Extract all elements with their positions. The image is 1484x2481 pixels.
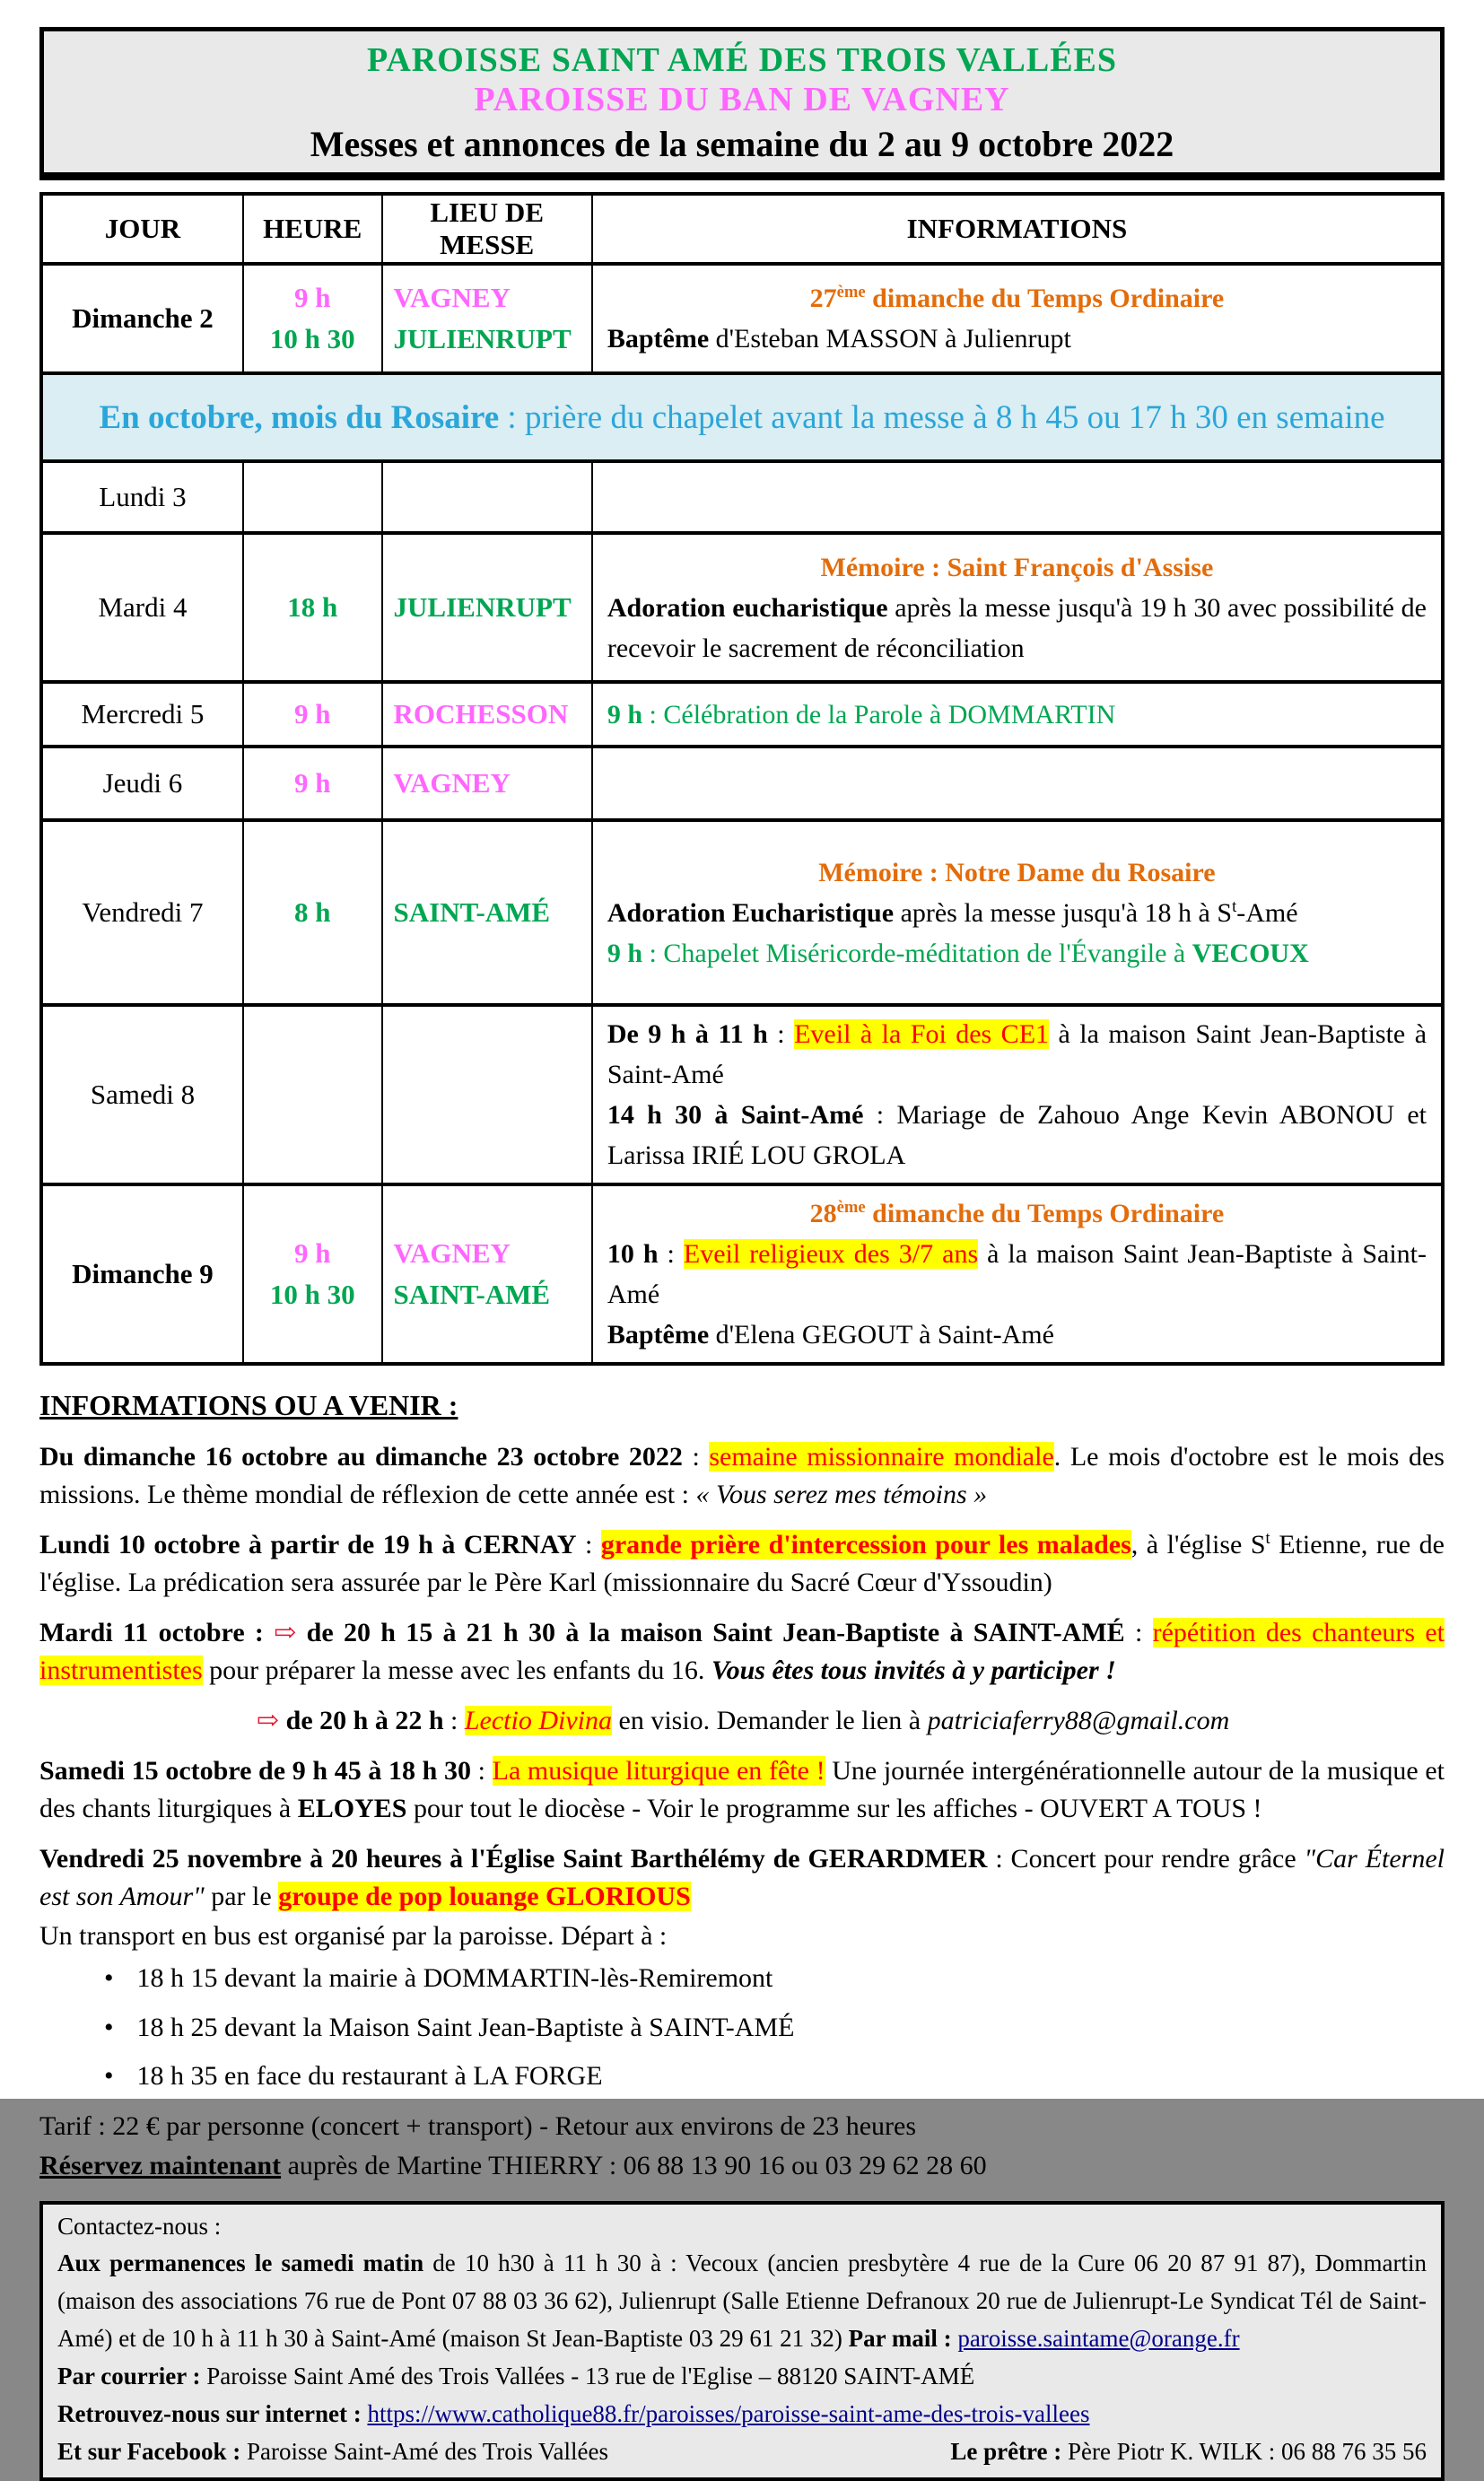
text-segment: ELOYES	[298, 1794, 407, 1823]
text-segment: Par courrier :	[57, 2363, 200, 2389]
bullet-icon: •	[104, 1961, 114, 1997]
text-segment: Père Piotr K. WILK : 06 88 76 35 56	[1061, 2438, 1427, 2465]
text-segment: de 20 h à 22 h	[286, 1706, 444, 1735]
text-segment: Paroisse Saint-Amé des Trois Vallées	[240, 2438, 608, 2465]
contact-box	[39, 2201, 1445, 2481]
text-segment: Eveil religieux des 3/7 ans	[684, 1239, 978, 1269]
text-segment: auprès de Martine THIERRY : 06 88 13 90 16 ou 03 29 62 28 60	[281, 2151, 987, 2180]
text-segment: 27	[810, 284, 837, 313]
bullet-text: 18 h 15 devant la mairie à DOMMARTIN-lès-Remiremont	[137, 1961, 773, 1997]
text-segment: -Amé	[1236, 898, 1297, 928]
contact-priest	[950, 2433, 1427, 2471]
text-segment: :	[471, 1756, 493, 1786]
text-segment: Adoration Eucharistique	[607, 898, 894, 928]
info-line	[607, 1095, 1427, 1175]
text-segment: Baptême	[607, 1320, 709, 1350]
text-segment: 14 h 30 à Saint-Amé	[607, 1100, 864, 1130]
place-cell: JULIENRUPT	[382, 533, 592, 682]
paragraph-tarif	[39, 2108, 1445, 2145]
text-segment: pour tout le diocèse - Voir le programme sur les affiches - OUVERT A TOUS !	[406, 1794, 1261, 1823]
table-header-row	[41, 194, 1443, 264]
table-row-jeudi-6	[41, 747, 1443, 820]
rosary-banner-text	[52, 398, 1432, 437]
time-1: 9 h	[245, 1233, 380, 1275]
bullet-icon: •	[104, 2010, 114, 2047]
paragraph-cernay	[39, 1526, 1445, 1602]
info-line	[607, 1234, 1427, 1315]
contact-facebook	[57, 2433, 608, 2471]
contact-courrier	[57, 2358, 1427, 2396]
time-cell: 9 h	[243, 682, 382, 747]
text-segment: ⇨	[257, 1706, 286, 1735]
text-segment: ème	[837, 283, 866, 301]
parish-title-1: PAROISSE SAINT AMÉ DES TROIS VALLÉES	[51, 40, 1433, 80]
text-segment: semaine missionnaire mondiale	[709, 1442, 1053, 1472]
day-cell: Mardi 4	[41, 533, 243, 682]
info-cell	[592, 747, 1443, 820]
day-cell: Vendredi 7	[41, 820, 243, 1005]
week-subtitle: Messes et annonces de la semaine du 2 au 9 octobre 2022	[51, 123, 1433, 165]
text-segment: par le	[205, 1882, 278, 1911]
column-header-jour: JOUR	[41, 194, 243, 264]
info-cell	[592, 461, 1443, 533]
info-section-heading: INFORMATIONS OU A VENIR :	[39, 1389, 1445, 1422]
info-line	[607, 1315, 1427, 1355]
text-segment: :	[659, 1239, 684, 1269]
table-row-mercredi-5	[41, 682, 1443, 747]
bus-departures-list	[104, 1961, 1445, 2095]
text-segment: Baptême	[607, 324, 709, 354]
info-cell	[592, 264, 1443, 373]
parish-title-2: PAROISSE DU BAN DE VAGNEY	[51, 80, 1433, 119]
email-link[interactable]: paroisse.saintame@orange.fr	[957, 2325, 1239, 2352]
text-segment: répétition des chanteurs et instrumentistes	[39, 1618, 1445, 1685]
time-cell: 9 h	[243, 747, 382, 820]
text-segment: t	[1266, 1529, 1270, 1548]
text-segment: après la messe jusqu'à 18 h à S	[894, 898, 1232, 928]
time-1: 9 h	[245, 277, 380, 319]
table-row-lundi-3	[41, 461, 1443, 533]
text-segment: La musique liturgique en fête !	[493, 1756, 825, 1786]
info-line	[607, 695, 1427, 735]
column-header-heure: HEURE	[243, 194, 382, 264]
place-2: SAINT-AMÉ	[394, 1274, 590, 1316]
text-segment: Eveil à la Foi des CE1	[794, 1019, 1049, 1049]
list-item	[104, 2058, 1445, 2095]
text-segment: Par mail :	[849, 2325, 952, 2352]
text-segment: :	[444, 1706, 465, 1735]
info-line	[607, 278, 1427, 319]
place-1: VAGNEY	[394, 277, 590, 319]
table-row-vendredi-7	[41, 820, 1443, 1005]
text-segment: Lundi 10 octobre à partir de 19 h à CERNAY	[39, 1530, 576, 1559]
text-segment: en visio. Demander le lien à	[612, 1706, 928, 1735]
text-segment: Mardi 11 octobre :	[39, 1618, 274, 1647]
time-2: 10 h 30	[245, 319, 380, 361]
text-segment: groupe de pop louange GLORIOUS	[278, 1882, 691, 1911]
text-segment: :	[768, 1019, 794, 1049]
paragraph-reservation	[39, 2147, 1445, 2185]
bullet-icon: •	[104, 2058, 114, 2095]
text-segment: Le prêtre :	[950, 2438, 1061, 2465]
day-cell: Dimanche 9	[41, 1184, 243, 1364]
day-cell: Lundi 3	[41, 461, 243, 533]
time-cell: 8 h	[243, 820, 382, 1005]
mass-schedule-table	[39, 192, 1445, 1366]
text-segment: : Chapelet Miséricorde-méditation de l'Évangile à	[642, 939, 1192, 968]
website-link[interactable]: https://www.catholique88.fr/paroisses/paroisse-saint-ame-des-trois-vallees	[367, 2400, 1089, 2427]
time-cell	[243, 1184, 382, 1364]
contact-permanences	[57, 2245, 1427, 2358]
contact-internet	[57, 2396, 1427, 2433]
text-segment: 9 h	[607, 700, 642, 729]
text-segment: :	[576, 1530, 600, 1559]
place-cell	[382, 1005, 592, 1184]
text-segment: Paroisse Saint Amé des Trois Vallées - 13 rue de l'Eglise – 88120 SAINT-AMÉ	[200, 2363, 974, 2389]
contact-title: Contactez-nous :	[57, 2208, 1427, 2246]
paragraph-lectio-divina	[257, 1702, 1445, 1740]
text-segment: Tarif : 22 € par personne (concert + transport) - Retour aux environs de 23 heures	[39, 2111, 916, 2141]
text-segment: , à l'église S	[1131, 1530, 1266, 1559]
info-line	[607, 319, 1427, 359]
info-cell	[592, 533, 1443, 682]
info-line	[607, 852, 1427, 893]
text-segment: t	[1232, 897, 1236, 916]
info-cell	[592, 1184, 1443, 1364]
place-cell: VAGNEY	[382, 747, 592, 820]
text-segment: dimanche du Temps Ordinaire	[866, 1199, 1225, 1228]
text-segment: de 20 h 15 à 21 h 30 à la maison Saint Jean-Baptiste à SAINT-AMÉ	[307, 1618, 1125, 1647]
text-segment: : prière du chapelet avant la messe à 8 h 45 ou 17 h 30 en semaine	[499, 399, 1384, 436]
text-segment: VECOUX	[1192, 939, 1309, 968]
info-line	[607, 588, 1427, 668]
text-segment: . Le mois d'octobre est le mois des missions. Le thème mondial de réflexion de cette année est :	[39, 1442, 1445, 1509]
list-item	[104, 2010, 1445, 2047]
paragraph-concert-glorious	[39, 1840, 1445, 1916]
place-cell	[382, 1184, 592, 1364]
text-segment: : Concert pour rendre grâce	[987, 1844, 1304, 1874]
text-segment: ⇨	[274, 1618, 306, 1647]
place-cell	[382, 461, 592, 533]
text-segment: 9 h	[607, 939, 642, 968]
time-cell	[243, 1005, 382, 1184]
place-cell	[382, 264, 592, 373]
text-segment: dimanche du Temps Ordinaire	[866, 284, 1225, 313]
text-segment: d'Esteban MASSON à Julienrupt	[709, 324, 1071, 354]
list-item	[104, 1961, 1445, 1997]
text-segment: Vendredi 25 novembre à 20 heures à l'Église Saint Barthélémy de GERARDMER	[39, 1844, 987, 1874]
bullet-text: 18 h 35 en face du restaurant à LA FORGE	[137, 2058, 603, 2095]
text-segment: « Vous serez mes témoins »	[695, 1480, 987, 1509]
info-line	[607, 933, 1427, 974]
day-cell: Samedi 8	[41, 1005, 243, 1184]
text-segment: Adoration eucharistique	[607, 593, 888, 623]
time-2: 10 h 30	[245, 1274, 380, 1316]
text-segment: Une journée intergénérationnelle autour de la musique et des chants liturgiques à	[39, 1756, 1445, 1823]
info-cell	[592, 1005, 1443, 1184]
place-cell: ROCHESSON	[382, 682, 592, 747]
text-segment: "Car Éternel est son Amour"	[39, 1844, 1445, 1911]
day-cell: Dimanche 2	[41, 264, 243, 373]
time-cell	[243, 264, 382, 373]
info-cell	[592, 820, 1443, 1005]
text-segment: pour préparer la messe avec les enfants du 16.	[203, 1655, 711, 1685]
info-line	[607, 547, 1427, 588]
text-segment: 28	[810, 1199, 837, 1228]
text-segment: Mémoire : Saint François d'Assise	[821, 553, 1214, 582]
table-row-mardi-4	[41, 533, 1443, 682]
text-segment: Lectio Divina	[465, 1706, 612, 1735]
text-segment: Retrouvez-nous sur internet :	[57, 2400, 362, 2427]
text-segment: à la maison Saint Jean-Baptiste à Saint-Amé	[607, 1019, 1427, 1089]
place-2: JULIENRUPT	[394, 319, 590, 361]
time-cell: 18 h	[243, 533, 382, 682]
text-segment: :	[1125, 1618, 1153, 1647]
text-segment: à la maison Saint Jean-Baptiste à Saint-Amé	[607, 1239, 1427, 1309]
place-cell: SAINT-AMÉ	[382, 820, 592, 1005]
text-segment: Aux permanences le samedi matin	[57, 2249, 423, 2276]
text-segment: Samedi 15 octobre de 9 h 45 à 18 h 30	[39, 1756, 471, 1786]
text-segment: de 10 h30 à 11 h 30 à : Vecoux (ancien presbytère 4 rue de la Cure 06 20 87 91 87), Dommartin (maison des associations 76 rue de Pont 07 88 03 36 62), Julienrupt (Salle Etienne Defranoux 20 rue de Julienrupt-Le Syndicat Tél de Saint-Amé) et de 10 h à 11 h 30 à Saint-Amé (maison St Jean-Baptiste 03 29 61 21 32)	[57, 2249, 1427, 2352]
text-segment: Réservez maintenant	[39, 2151, 281, 2180]
text-segment: ème	[837, 1198, 866, 1217]
place-1: VAGNEY	[394, 1233, 590, 1275]
bullet-text: 18 h 25 devant la Maison Saint Jean-Baptiste à SAINT-AMÉ	[137, 2010, 795, 2047]
paragraph-transport	[39, 1918, 1445, 1955]
info-line	[607, 1014, 1427, 1095]
info-cell	[592, 682, 1443, 747]
paragraph-semaine-missionnaire	[39, 1438, 1445, 1514]
header-box	[39, 27, 1445, 180]
text-segment: :	[683, 1442, 710, 1472]
text-segment: patriciaferry88@gmail.com	[928, 1706, 1230, 1735]
text-segment: De 9 h à 11 h	[607, 1019, 768, 1049]
contact-last-row	[57, 2433, 1427, 2471]
text-segment: : Mariage de Zahouo Ange Kevin ABONOU et Larissa IRIÉ LOU GROLA	[607, 1100, 1427, 1170]
info-line	[607, 1193, 1427, 1234]
table-row-dimanche-2	[41, 264, 1443, 373]
day-cell: Jeudi 6	[41, 747, 243, 820]
column-header-informations: INFORMATIONS	[592, 194, 1443, 264]
text-segment: Mémoire : Notre Dame du Rosaire	[818, 858, 1215, 887]
text-segment: : Célébration de la Parole à DOMMARTIN	[642, 700, 1115, 729]
text-segment: Etienne, rue de l'église. La prédication sera assurée par le Père Karl (missionnaire du Sacré Cœur d'Yssoudin)	[39, 1530, 1445, 1597]
text-segment: Un transport en bus est organisé par la paroisse. Départ à :	[39, 1921, 667, 1951]
time-cell	[243, 461, 382, 533]
info-line	[607, 893, 1427, 933]
paragraph-mardi-11	[39, 1614, 1445, 1690]
rosary-banner-row	[41, 373, 1443, 461]
rosary-banner-cell	[41, 373, 1443, 461]
text-segment: grande prière d'intercession pour les malades	[601, 1530, 1131, 1559]
table-row-dimanche-9	[41, 1184, 1443, 1364]
text-segment: Vous êtes tous invités à y participer !	[711, 1655, 1116, 1685]
text-segment: En octobre, mois du Rosaire	[99, 399, 499, 436]
text-segment: 10 h	[607, 1239, 659, 1269]
text-segment: Et sur Facebook :	[57, 2438, 240, 2465]
day-cell: Mercredi 5	[41, 682, 243, 747]
text-segment: après la messe jusqu'à 19 h 30 avec possibilité de recevoir le sacrement de réconciliation	[607, 593, 1427, 663]
text-segment: d'Elena GEGOUT à Saint-Amé	[709, 1320, 1054, 1350]
column-header-lieu: LIEU DE MESSE	[382, 194, 592, 264]
table-row-samedi-8	[41, 1005, 1443, 1184]
paragraph-musique-liturgique	[39, 1752, 1445, 1828]
text-segment: Du dimanche 16 octobre au dimanche 23 octobre 2022	[39, 1442, 683, 1472]
